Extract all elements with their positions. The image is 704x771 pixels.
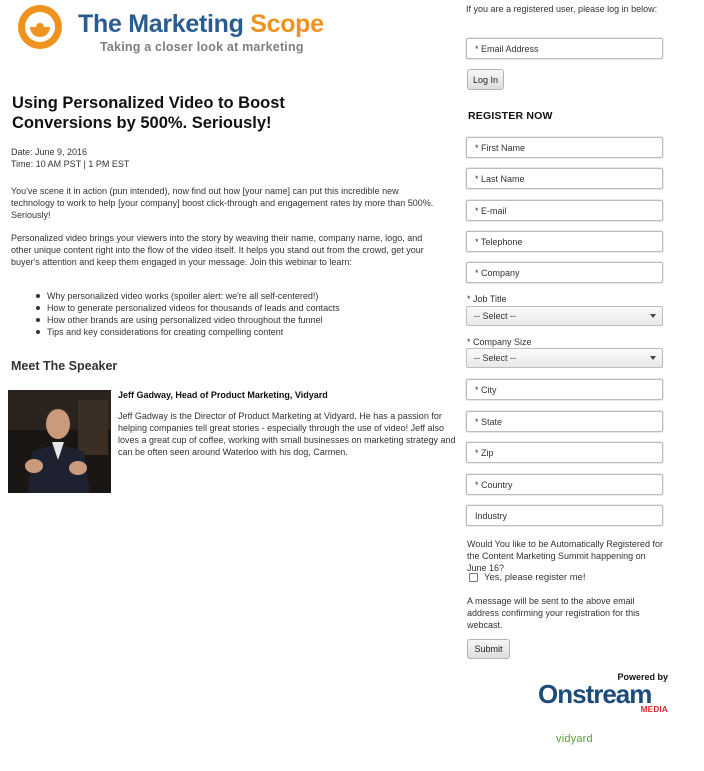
telephone-input[interactable] <box>466 231 663 252</box>
login-note: If you are a registered user, please log in below: <box>466 4 658 14</box>
job-title-label: * Job Title <box>467 294 507 304</box>
state-input[interactable] <box>466 411 663 432</box>
list-item: Tips and key considerations for creating compelling content <box>36 326 436 338</box>
logo-tagline: Taking a closer look at marketing <box>100 40 304 54</box>
company-size-label: * Company Size <box>467 337 532 347</box>
speaker-photo <box>8 390 111 493</box>
speaker-name: Jeff Gadway, Head of Product Marketing, Vidyard <box>118 390 328 400</box>
onstream-wordmark: Onstream <box>538 679 652 709</box>
job-title-select[interactable] <box>466 306 663 326</box>
speaker-heading: Meet The Speaker <box>11 359 118 373</box>
list-item: How other brands are using personalized video throughout the funnel <box>36 314 436 326</box>
company-size-select[interactable] <box>466 348 663 368</box>
speaker-bio: Jeff Gadway is the Director of Product Marketing at Vidyard. He has a passion for helping companies tell great stories - especially through the use of video! Jeff also loves a great cup of coffee, working with small businesses on marketing strategy and can be often seen around Waterloo with his dog, Carmen. <box>118 411 456 457</box>
job-title-value: -- Select -- <box>474 311 517 321</box>
list-item: How to generate personalized videos for thousands of leads and contacts <box>36 302 436 314</box>
city-input[interactable] <box>466 379 663 400</box>
logo-title-main: The Marketing <box>78 10 251 38</box>
company-size-value: -- Select -- <box>474 353 517 363</box>
country-input[interactable] <box>466 474 663 495</box>
summit-register-label: Yes, please register me! <box>484 572 586 583</box>
webinar-time: Time: 10 AM PST | 1 PM EST <box>11 159 130 169</box>
submit-button[interactable]: Submit <box>467 639 510 659</box>
site-logo[interactable] <box>14 2 324 56</box>
chevron-down-icon <box>650 356 656 360</box>
zip-input[interactable] <box>466 442 663 463</box>
confirmation-note: A message will be sent to the above email address confirming your registration for this webcast. <box>467 596 640 630</box>
body-paragraph: Personalized video brings your viewers into the story by weaving their name, company name, logo, and other unique content right into the flow of the video itself. It helps you stand out from the crowd, get your buyer's attention and keep them engaged in your message. Join this webinar to learn: <box>11 233 424 267</box>
email-input[interactable] <box>466 200 663 221</box>
summit-register-option[interactable] <box>469 571 586 584</box>
intro-paragraph: You've scene it in action (pun intended), now find out how [your name] can put this incredible new technology to work to help [your company] boost click-through and engagement rates by more than 500%. Seriously! <box>11 186 434 220</box>
list-item: Why personalized video works (spoiler alert: we're all self-centered!) <box>36 290 436 302</box>
register-heading: REGISTER NOW <box>468 110 553 122</box>
vidyard-logo: vidyard <box>556 733 593 745</box>
topics-list <box>36 290 436 338</box>
powered-by-text: Powered by <box>617 672 668 682</box>
company-input[interactable] <box>466 262 663 283</box>
last-name-input[interactable] <box>466 168 663 189</box>
chevron-down-icon <box>650 314 656 318</box>
summit-register-checkbox[interactable] <box>469 573 478 582</box>
first-name-input[interactable] <box>466 137 663 158</box>
summit-question: Would You like to be Automatically Registered for the Content Marketing Summit happening on June 16? <box>467 539 663 573</box>
login-button[interactable]: Log In <box>467 69 504 90</box>
login-email-input[interactable] <box>466 38 663 59</box>
media-wordmark: MEDIA <box>640 705 668 714</box>
industry-input[interactable] <box>466 505 663 526</box>
onstream-logo <box>538 672 670 716</box>
circle-logo-icon <box>14 2 72 52</box>
webinar-date: Date: June 9, 2016 <box>11 147 88 157</box>
page-title: Using Personalized Video to Boost Conversions by 500%. Seriously! <box>12 94 285 132</box>
webinar-meta <box>11 146 129 170</box>
logo-title-accent: Scope <box>250 10 324 38</box>
logo-title <box>78 10 324 39</box>
